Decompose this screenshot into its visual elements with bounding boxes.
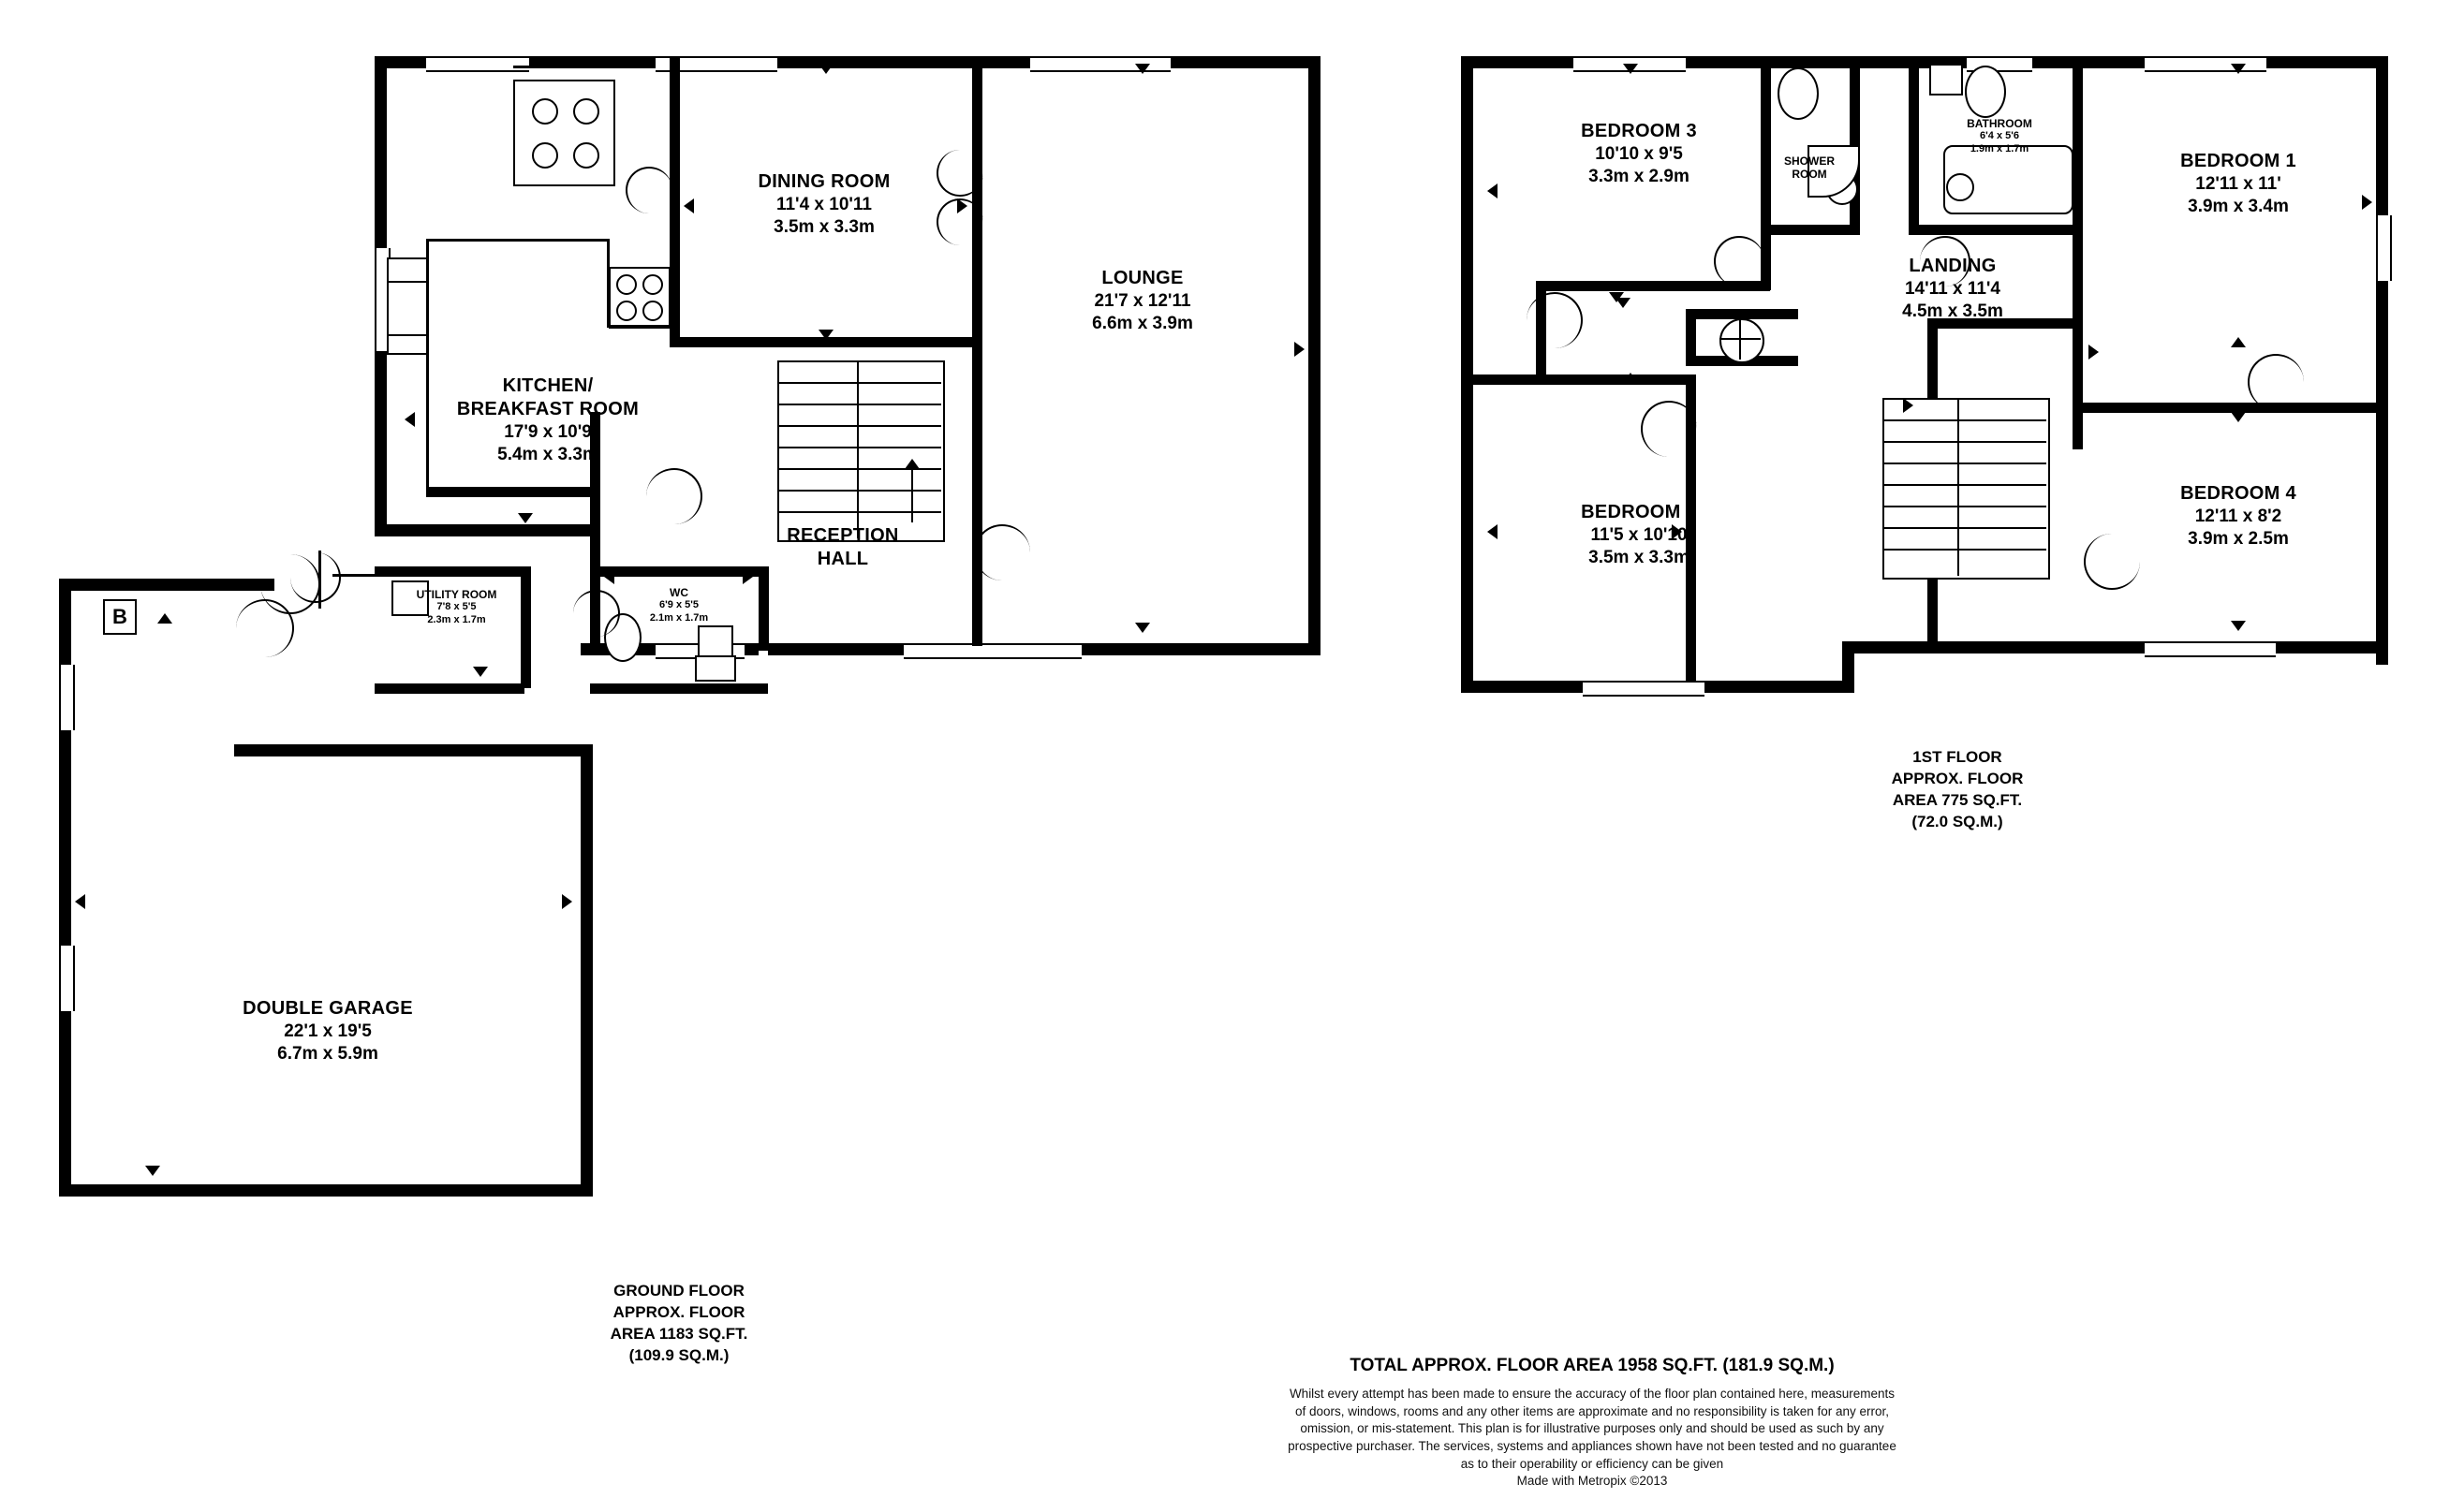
room-imperial-bedroom-4: 12'11 x 8'2 (2194, 507, 2282, 526)
dining-chair-2 (573, 98, 599, 125)
room-name-bedroom-1: BEDROOM 1 (2180, 151, 2296, 171)
metropix-credit: Made with Metropix ©2013 (1516, 1474, 1668, 1489)
room-name-utility: UTILITY ROOM (416, 588, 497, 601)
arrow-bed4-bottom (2231, 621, 2246, 631)
first-floor-area-block (1803, 747, 2112, 833)
room-label-bathroom (1934, 117, 2065, 155)
cylinder-cross-2 (1739, 318, 1741, 360)
room-imperial-lounge: 21'7 x 12'11 (1094, 291, 1191, 311)
window-dining-top (426, 56, 529, 72)
room-metric-bedroom-3: 3.3m x 2.9m (1588, 166, 1689, 186)
wall-gf-utility-bottom (375, 683, 524, 694)
room-name-kitchen-line2: BREAKFAST ROOM (456, 399, 640, 419)
room-label-double-garage (164, 997, 492, 1065)
room-label-shower-room (1753, 154, 1866, 182)
staircase-first (1882, 398, 2050, 580)
arrow-dining-bottom (819, 330, 834, 340)
room-name-garage: DOUBLE GARAGE (243, 998, 413, 1019)
bathroom-cabinet (1929, 64, 1963, 95)
room-metric-utility: 2.3m x 1.7m (427, 613, 486, 625)
arrow-bed3-left (1487, 184, 1498, 198)
room-imperial-bedroom-3: 10'10 x 9'5 (1595, 144, 1683, 164)
stair-arrow-stem-ground (911, 466, 913, 522)
window-bed1-top (2145, 56, 2266, 72)
room-metric-bedroom-2: 3.5m x 3.3m (1588, 547, 1689, 567)
arrow-landing-top (1609, 292, 1624, 302)
room-metric-bedroom-1: 3.9m x 3.4m (2188, 196, 2289, 216)
stair-step-f4 (1882, 484, 2046, 486)
room-imperial-bedroom-2: 11'5 x 10'10 (1590, 525, 1688, 545)
door-swing-bed1 (2248, 354, 2304, 410)
wall-gf-wc-bottom (590, 683, 768, 694)
wc-basin (698, 625, 733, 659)
room-label-utility-room (379, 588, 534, 626)
door-swing-garage-side (236, 599, 294, 657)
arrow-garage-right (562, 894, 572, 909)
room-metric-wc: 2.1m x 1.7m (649, 611, 709, 624)
stair-step-g3 (777, 425, 941, 427)
arrow-bed1-bottom (2231, 337, 2246, 347)
ff-area-line1: 1ST FLOOR (1912, 748, 2002, 766)
ground-floor-area-block (524, 1281, 834, 1367)
stair-step-f5 (1882, 506, 2046, 507)
wall-garage-right (581, 744, 593, 1197)
room-imperial-dining-room: 11'4 x 10'11 (775, 195, 873, 214)
wall-gf-wc-right (759, 566, 769, 651)
stair-direction-arrow-first (1903, 398, 1913, 413)
arrow-bed3-top (1623, 64, 1638, 74)
arrow-dining-top (819, 64, 834, 74)
wall-gf-right (1308, 56, 1321, 655)
dining-chair-line-top (513, 66, 612, 68)
stair-step-f6 (1882, 527, 2046, 529)
wall-gf-utility-top (375, 566, 529, 577)
room-name-lounge: LOUNGE (1101, 268, 1184, 288)
door-swing-hall-lounge (974, 524, 1030, 580)
wall-ff-right (2376, 56, 2388, 665)
wall-ff-landing-leftwall (1461, 374, 1695, 385)
hob-ring-2 (642, 274, 663, 295)
room-imperial-kitchen: 17'9 x 10'9 (504, 422, 592, 442)
ff-area-line2: APPROX. FLOOR (1891, 769, 2024, 787)
disclaimer-line-2: of doors, windows, rooms and any other items are approximate and no responsibility is taken for any error, (1294, 1403, 1890, 1418)
ff-area-line3: AREA 775 SQ.FT. (1892, 790, 2023, 809)
arrow-wc-left (604, 569, 614, 584)
disclaimer-line-1: Whilst every attempt has been made to ensure the accuracy of the floor plan contained here, measurements (1289, 1387, 1896, 1401)
arrow-kitchen-bottom (518, 513, 533, 523)
stair-step-f3 (1882, 463, 2046, 464)
arrow-utility-bottom (473, 667, 488, 677)
stair-step-g4 (777, 447, 941, 448)
door-swing-hall-kitchen (646, 468, 702, 524)
staircase-ground (777, 360, 945, 542)
door-swing-utility (290, 552, 341, 603)
window-garage-left-1 (59, 665, 75, 730)
room-name-hall-line1: RECEPTION (787, 525, 899, 546)
stair-step-g7 (777, 511, 941, 513)
window-bed1-right (2376, 215, 2392, 281)
wall-ff-bathroom-bottom (1909, 225, 2073, 235)
stair-step-f7 (1882, 549, 2046, 551)
room-label-wc (613, 586, 745, 624)
ff-area-line4: (72.0 SQ.M.) (1911, 812, 2003, 830)
wall-gf-utility-right (521, 566, 531, 688)
room-name-bathroom: BATHROOM (1967, 117, 2032, 130)
room-imperial-wc: 6'9 x 5'5 (659, 599, 699, 611)
room-label-bedroom-4 (2098, 482, 2379, 551)
arrow-garage-bottom (145, 1166, 160, 1176)
room-metric-lounge: 6.6m x 3.9m (1092, 313, 1193, 333)
hob-ring-4 (642, 301, 663, 321)
wc-cabinet (695, 655, 736, 682)
room-label-reception-hall (721, 524, 965, 571)
stair-rail-first (1957, 398, 1959, 576)
dining-chair-1 (532, 98, 558, 125)
airing-cupboard-cylinder (1719, 318, 1764, 363)
disclaimer-line-4: prospective purchaser. The services, systems and appliances shown have not been tested and no guarantee (1288, 1438, 1896, 1453)
kitchen-worktop-line-2 (426, 239, 609, 242)
room-metric-garage: 6.7m x 5.9m (277, 1043, 378, 1064)
wall-gf-lounge-hall (972, 337, 982, 646)
door-swing-shower (1714, 236, 1764, 286)
total-floor-area: TOTAL APPROX. FLOOR AREA 1958 SQ.FT. (181.9 SQ.M.) (1350, 1356, 1835, 1375)
wall-ff-bathroom-left (1909, 56, 1919, 234)
room-imperial-bedroom-1: 12'11 x 11' (2195, 174, 2281, 194)
stair-step-f1 (1882, 419, 2046, 421)
room-metric-landing: 4.5m x 3.5m (1902, 301, 2003, 321)
room-imperial-bathroom: 6'4 x 5'6 (1980, 130, 2019, 142)
room-label-lounge (983, 267, 1302, 335)
arrow-landing-right (2088, 345, 2099, 360)
door-swing-bed3 (1527, 292, 1583, 348)
wall-garage-top-left (59, 579, 274, 591)
hob-ring-3 (616, 301, 637, 321)
kitchen-sink (387, 281, 428, 336)
wall-gf-hall-bottom (768, 643, 876, 655)
room-name-kitchen-line1: KITCHEN/ (502, 375, 594, 396)
room-metric-bedroom-4: 3.9m x 2.5m (2188, 528, 2289, 549)
kitchen-worktop-line-3 (607, 239, 610, 328)
room-name-bedroom-2: BEDROOM 2 (1581, 502, 1697, 522)
room-name-shower-line1: SHOWER (1784, 154, 1835, 168)
kitchen-worktop-line-4 (607, 325, 671, 328)
room-metric-kitchen: 5.4m x 3.3m (497, 444, 598, 464)
room-label-bedroom-1 (2098, 150, 2379, 218)
door-leaf-utility-front (332, 574, 387, 577)
shower-toilet (1778, 67, 1819, 120)
arrow-bed1-top (2231, 64, 2246, 74)
window-bed2-bottom (1583, 681, 1704, 697)
room-imperial-utility: 7'8 x 5'5 (436, 601, 477, 613)
room-name-dining-room: DINING ROOM (758, 171, 891, 192)
arrow-lounge-top (1135, 64, 1150, 74)
arrow-lounge-right (1294, 342, 1305, 357)
stair-rail-ground (857, 360, 859, 538)
room-name-landing: LANDING (1909, 256, 1997, 276)
room-label-bedroom-3 (1498, 120, 1779, 188)
room-label-bedroom-2 (1498, 501, 1779, 569)
arrow-garage-left (75, 894, 85, 909)
gf-area-line3: AREA 1183 SQ.FT. (610, 1324, 748, 1343)
dining-chair-3 (532, 142, 558, 169)
wall-ff-bed1-left (2073, 56, 2083, 412)
room-label-landing (1822, 255, 2084, 323)
wall-ff-bottom-right (1842, 641, 2388, 654)
disclaimer-line-5: as to their operability or efficiency can be given (1460, 1456, 1724, 1471)
door-swing-bed2 (1641, 401, 1697, 457)
wall-gf-bottom-left (375, 524, 590, 536)
wall-garage-top-right (234, 744, 593, 756)
room-name-wc: WC (670, 586, 688, 599)
arrow-corner-b (157, 613, 172, 624)
room-imperial-landing: 14'11 x 11'4 (1904, 279, 2001, 299)
room-metric-dining-room: 3.5m x 3.3m (774, 216, 875, 237)
window-bed4-bottom (2145, 641, 2276, 657)
arrow-wc-right (743, 569, 753, 584)
dining-table (513, 80, 615, 186)
stair-step-g2 (777, 404, 941, 405)
wall-gf-kitchen-divide (426, 487, 595, 497)
arrow-bed4-top (2231, 412, 2246, 422)
room-imperial-garage: 22'1 x 19'5 (284, 1021, 372, 1041)
stair-step-g1 (777, 382, 941, 384)
kitchen-hob (609, 267, 671, 329)
bathroom-basin (1946, 173, 1974, 201)
window-garage-left-2 (59, 946, 75, 1011)
arrow-bed2-left (1487, 524, 1498, 539)
room-name-bedroom-4: BEDROOM 4 (2180, 483, 2296, 504)
room-name-hall-line2: HALL (817, 549, 869, 569)
window-lounge-bottom (904, 643, 1082, 659)
disclaimer-line-3: omission, or mis-statement. This plan is for illustrative purposes only and should be used as such by any (1300, 1421, 1884, 1436)
room-label-kitchen-breakfast (393, 374, 702, 466)
stair-step-g6 (777, 490, 941, 492)
room-metric-bathroom: 1.9m x 1.7m (1970, 142, 2029, 154)
wall-ff-bed1-bottom (2073, 403, 2382, 413)
wall-ff-shower-bottom (1761, 225, 1860, 235)
dining-chair-4 (573, 142, 599, 169)
gf-area-line1: GROUND FLOOR (613, 1282, 745, 1300)
room-name-shower-line2: ROOM (1792, 168, 1827, 182)
wall-garage-bottom (59, 1184, 593, 1197)
arrow-lounge-bottom (1135, 623, 1150, 633)
stair-step-f2 (1882, 441, 2046, 443)
room-name-bedroom-3: BEDROOM 3 (1581, 121, 1697, 141)
corner-mark-b: B (103, 599, 137, 635)
bathroom-toilet (1965, 66, 2006, 118)
disclaimer-block (1171, 1386, 2014, 1491)
wall-ff-bed4-topwall (2073, 403, 2083, 449)
arrow-landing-bottom (1623, 373, 1638, 383)
gf-area-line2: APPROX. FLOOR (612, 1302, 745, 1321)
gf-area-line4: (109.9 SQ.M.) (628, 1345, 730, 1364)
hob-ring-1 (616, 274, 637, 295)
room-label-dining-room (656, 170, 993, 239)
